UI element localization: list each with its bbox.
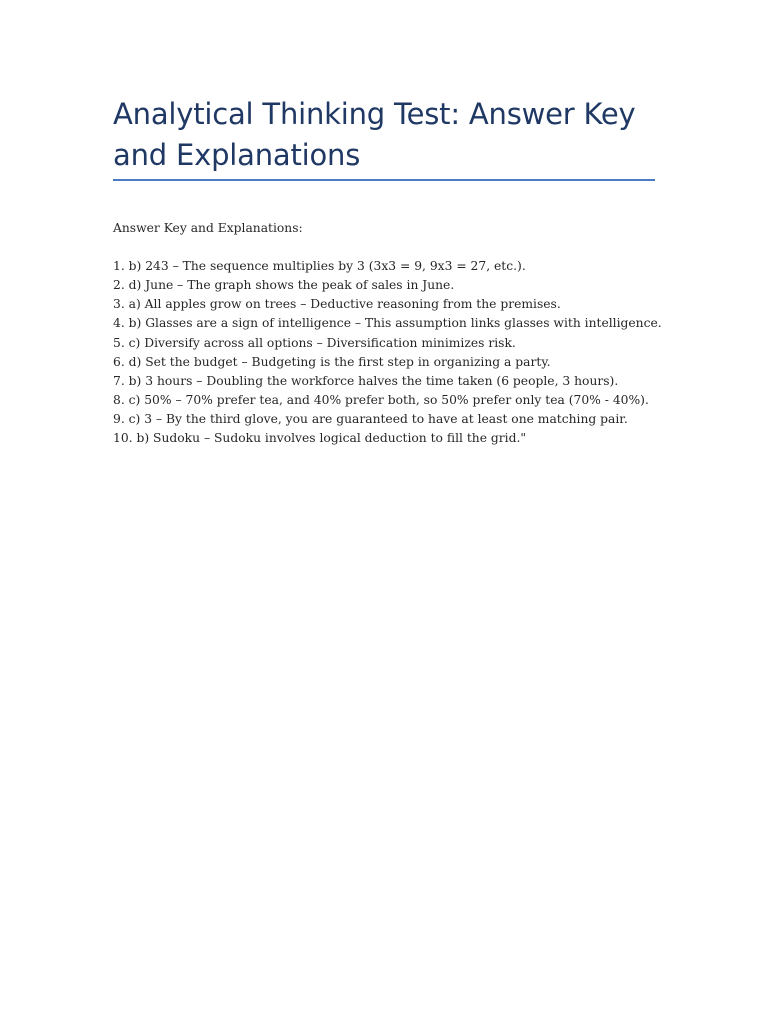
answer-item-1: 1. b) 243 – The sequence multiplies by 3 (3x3 = 9, 9x3 = 27, etc.). xyxy=(113,259,526,274)
answer-item-7: 7. b) 3 hours – Doubling the workforce halves the time taken (6 people, 3 hours). xyxy=(113,373,619,388)
answer-list xyxy=(113,257,673,448)
answer-item-5: 5. c) Diversify across all options – Diversification minimizes risk. xyxy=(113,335,516,350)
answer-item-6: 6. d) Set the budget – Budgeting is the first step in organizing a party. xyxy=(113,354,551,369)
answer-item-8: 8. c) 50% – 70% prefer tea, and 40% prefer both, so 50% prefer only tea (70% - 40%). xyxy=(113,392,649,407)
title-divider xyxy=(113,179,655,181)
page-title: Analytical Thinking Test: Answer Key and Explanations xyxy=(113,97,636,172)
answer-item-4: 4. b) Glasses are a sign of intelligence – This assumption links glasses with intelligence. xyxy=(113,316,662,331)
intro-text: Answer Key and Explanations: xyxy=(113,221,303,235)
answer-item-10: 10. b) Sudoku – Sudoku involves logical deduction to fill the grid." xyxy=(113,431,527,446)
document-body xyxy=(113,219,673,448)
answer-item-9: 9. c) 3 – By the third glove, you are guaranteed to have at least one matching pair. xyxy=(113,411,628,426)
answer-item-3: 3. a) All apples grow on trees – Deductive reasoning from the premises. xyxy=(113,297,561,312)
answer-item-2: 2. d) June – The graph shows the peak of sales in June. xyxy=(113,278,455,293)
